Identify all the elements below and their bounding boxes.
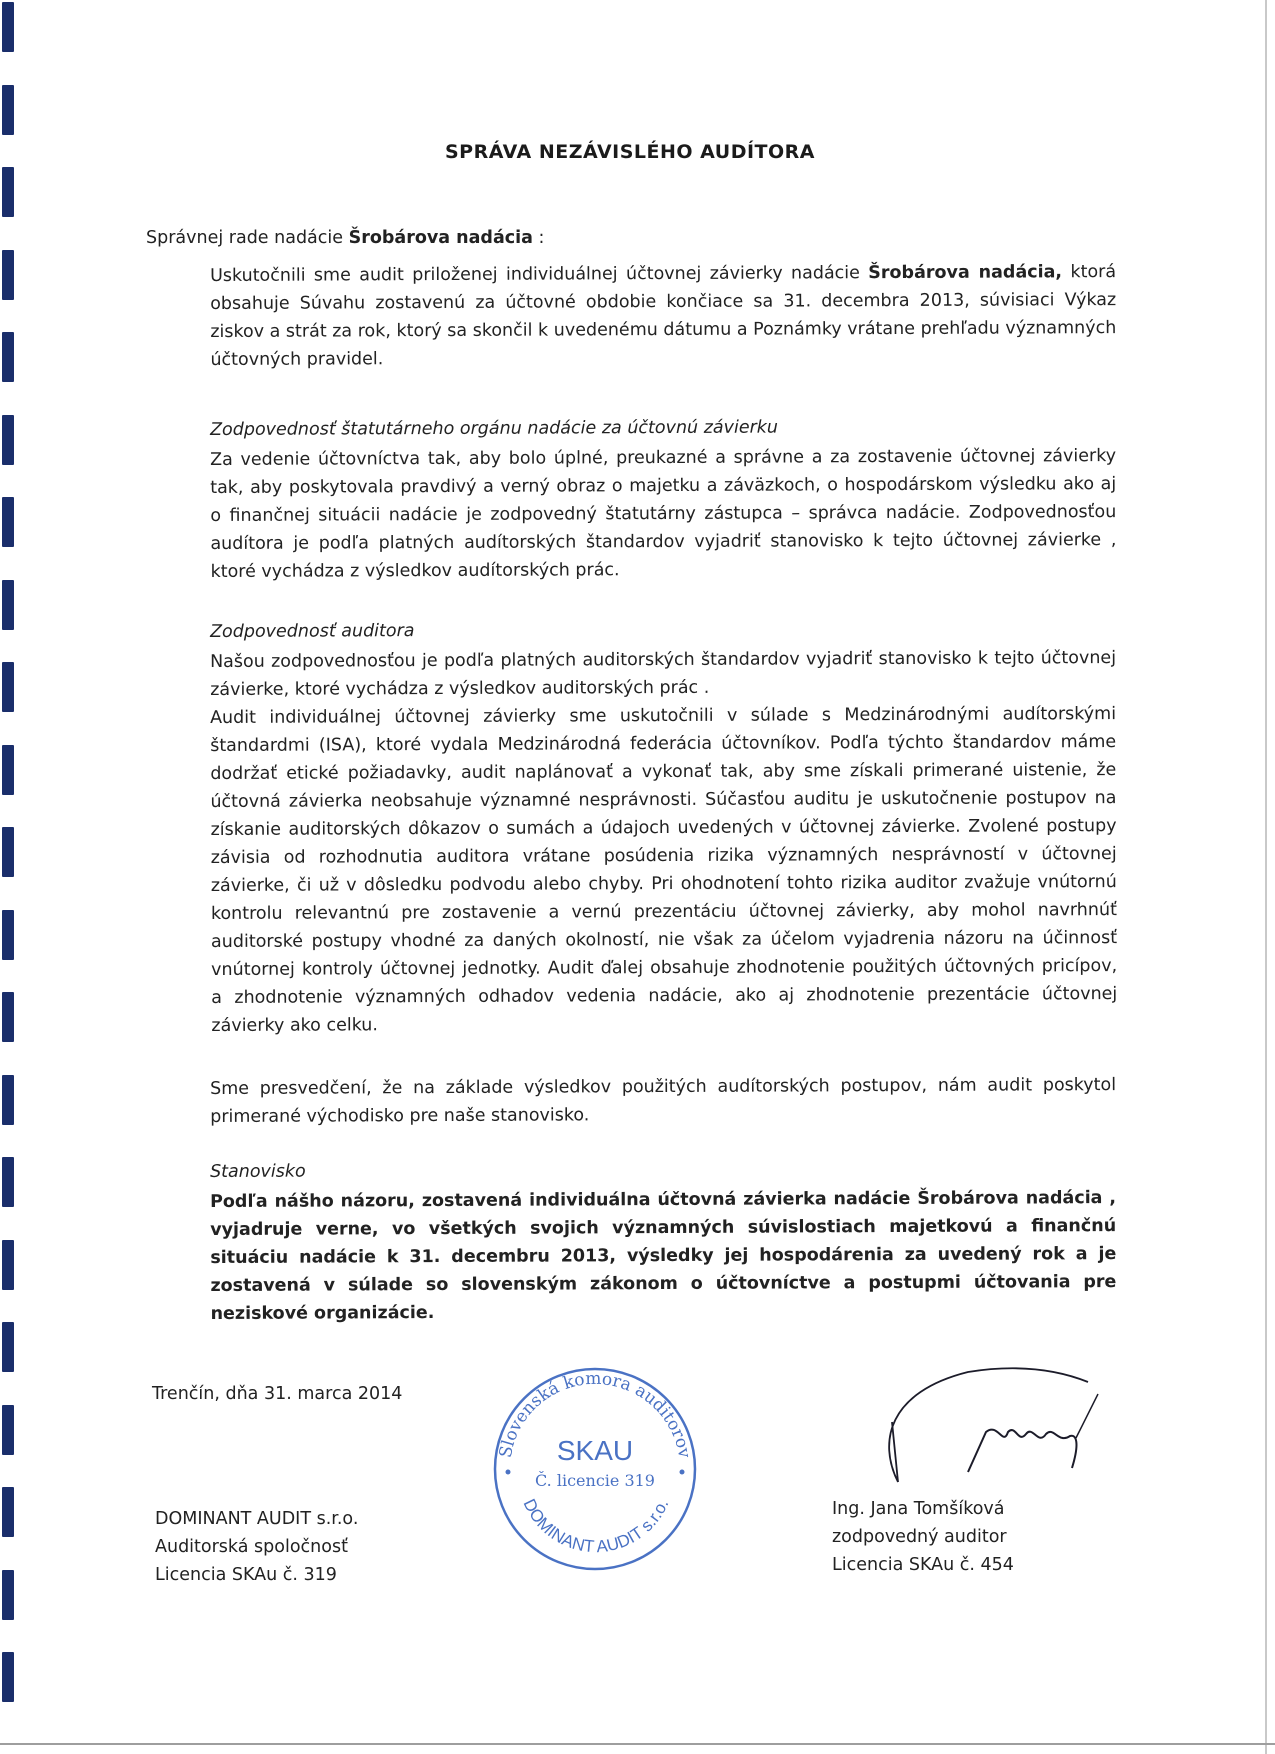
foundation-name: Šrobárova nadácia [348, 228, 533, 248]
binding-mark [2, 1075, 14, 1125]
salutation-prefix: Správnej rade nadácie [146, 228, 344, 248]
opinion-text: Podľa nášho názoru, zostavená individuálna účtovná závierka nadácie Šrobárova nadácia , vyjadruje verne, vo všetkých svojich významných súvislostiach majetkovú a finančnú situáciu nadácie k 31. decembru 2013, výsledky jej hospodárenia za uvedený rok a je zostavená v súlade so slovenským zákonom o účtovníctve a postupmi účtovania pre neziskové organizácie. [210, 1188, 1117, 1324]
binding-mark [2, 1405, 14, 1455]
binding-mark [2, 1652, 14, 1702]
signature-stroke-tick [1076, 1394, 1098, 1438]
binding-mark [2, 1240, 14, 1290]
stamp-center-text: SKAU [556, 1435, 634, 1466]
binding-mark [2, 85, 14, 135]
binding-mark [2, 827, 14, 877]
stamp-dot-left [506, 1470, 511, 1475]
auditor-responsibility-heading: Zodpovednosť auditora [210, 621, 415, 642]
binding-mark [2, 167, 14, 217]
binding-mark [2, 415, 14, 465]
stamp-top-text: Slovenská komora auditorov [495, 1368, 695, 1460]
page-edge-right [1265, 0, 1267, 1754]
board-responsibility-heading: Zodpovednosť štatutárneho orgánu nadácie za účtovnú závierku [210, 417, 779, 440]
binding-mark [2, 910, 14, 960]
binding-mark [2, 745, 14, 795]
auditor-responsibility-text-3: Sme presvedčení, že na základe výsledkov použitých audítorských postupov, nám audit poskytol primerané východisko pre naše stanovisko. [210, 1075, 1117, 1127]
intro-text-2: ktorá obsahuje Súvahu zostavenú za účtovné obdobie končiace sa 31. decembra 2013, súvisiaci Výkaz ziskov a strát za rok, ktorý sa skončil k uvedenému dátumu a Poznámky vrátane prehľadu významných účtovných pravidel. [210, 262, 1117, 370]
stamp-bottom-text: DOMINANT AUDIT s.r.o. [519, 1495, 673, 1557]
binding-mark [2, 1570, 14, 1620]
binding-mark [2, 1157, 14, 1207]
signature-stroke-name [968, 1430, 1076, 1472]
firm-license: Licencia SKAu č. 319 [155, 1565, 337, 1585]
opinion-heading: Stanovisko [210, 1161, 306, 1182]
page-edge-bottom [0, 1743, 1275, 1745]
binding-mark [2, 1322, 14, 1372]
intro-text-1: Uskutočnili sme audit priloženej individuálnej účtovnej závierky nadácie [210, 263, 869, 286]
auditor-responsibility-text-2: Audit individuálnej účtovnej závierky sme uskutočnili v súlade s Medzinárodnými audítorskými štandardmi (ISA), ktoré vydala Medzinárodná federácia účtovníkov. Podľa týchto štandardov máme dodržať etické požiadavky, audit naplánovať a vykonať tak, aby sme získali primerané uistenie, že účtovná závierka neobsahuje významné nesprávnosti. Súčasťou auditu je uskutočnenie postupov na získanie auditorských dôkazov o sumách a údajoch uvedených v účtovnej závierke. Zvolené postupy závisia od rozhodnutia auditora vrátane posúdenia rizika významných nesprávností v účtovnej závierke, či už v dôsledku podvodu alebo chyby. Pri ohodnotení tohto rizika auditor zvažuje vnútornú kontrolu relevantnú pre zostavenie a vernú prezentáciu účtovnej závierky, aby mohol navrhnúť auditorské postupy vhodné za daných okolností, nie však za účelom vyjadrenia názoru na účinnosť vnútornej kontroly účtovnej jednotky. Audit ďalej obsahuje zhodnotenie použitých účtovných pricípov, a zhodnotenie významných odhadov vedenia nadácie, ako aj zhodnotenie prezentácie účtovnej závierky ako celku. [210, 704, 1118, 1036]
auditor-license: Licencia SKAu č. 454 [832, 1555, 1014, 1575]
binding-mark [2, 332, 14, 382]
binding-mark [2, 1487, 14, 1537]
auditor-name: Ing. Jana Tomšíková [832, 1499, 1005, 1519]
auditor-role: zodpovedný auditor [832, 1527, 1007, 1547]
salutation-suffix: : [532, 228, 545, 248]
firm-name: DOMINANT AUDIT s.r.o. [155, 1509, 359, 1529]
auditor-block [832, 1495, 1014, 1579]
intro-foundation-name: Šrobárova nadácia, [868, 262, 1063, 284]
binding-mark [2, 2, 14, 52]
document-title: SPRÁVA NEZÁVISLÉHO AUDÍTORA [444, 141, 815, 163]
skau-stamp [488, 1362, 702, 1576]
binding-mark [2, 580, 14, 630]
binding-mark [2, 992, 14, 1042]
board-responsibility-text: Za vedenie účtovníctva tak, aby bolo úplné, preukazné a správne a za zostavenie účtovnej závierky tak, aby poskytovala pravdivý a verný obraz o majetku a záväzkoch, o hospodárskom výsledku ako aj o finančnej situácii nadácie je zodpovedný štatutárny zástupca – správca nadácie. Zodpovednosťou audítora je podľa platných audítorských štandardov vyjadriť stanovisko k tejto účtovnej závierke , ktoré vychádza z výsledkov audítorských prác. [210, 446, 1117, 582]
binding-mark [2, 497, 14, 547]
salutation [146, 228, 544, 248]
place-date: Trenčín, dňa 31. marca 2014 [152, 1384, 403, 1404]
signature-stroke-main [889, 1368, 1088, 1482]
stamp-dot-right [680, 1470, 685, 1475]
handwritten-signature [858, 1362, 1118, 1512]
firm-block [155, 1505, 358, 1589]
binding-mark [2, 662, 14, 712]
intro-paragraph [210, 258, 1116, 374]
stamp-license-text: Č. licencie 319 [535, 1471, 655, 1490]
auditor-responsibility-text-1: Našou zodpovednosťou je podľa platných auditorských štandardov vyjadriť stanovisko k tejto účtovnej závierke, ktoré vychádza z výsledkov auditorských prác . [210, 648, 1117, 700]
binding-mark [2, 250, 14, 300]
firm-type: Auditorská spoločnosť [155, 1537, 348, 1557]
